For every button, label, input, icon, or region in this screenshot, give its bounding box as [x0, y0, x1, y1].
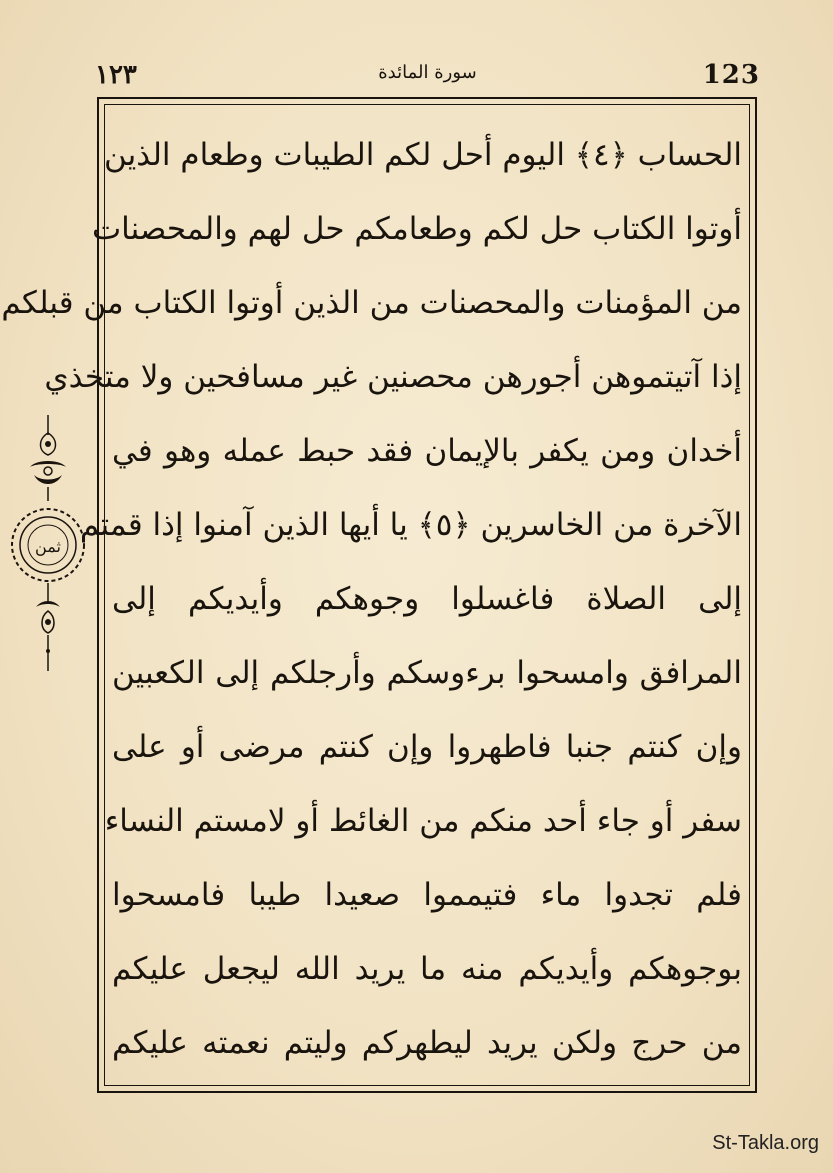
text-line-11: فلم تجدوا ماء فتيمموا صعيدا طيبا فامسحوا [112, 877, 742, 913]
surah-title: سورة المائدة [378, 62, 477, 83]
page-number-latin: 123 [702, 60, 760, 90]
text-line-12: بوجوهكم وأيديكم منه ما يريد الله ليجعل عليكم [112, 951, 742, 987]
text-line-6: الآخرة من الخاسرين ﴿٥﴾ يا أيها الذين آمنوا إذا قمتم [79, 507, 742, 543]
text-line-2: أوتوا الكتاب حل لكم وطعامكم حل لهم والمحصنات [91, 211, 742, 247]
text-line-7: إلى الصلاة فاغسلوا وجوهكم وأيديكم إلى [112, 581, 742, 617]
text-line-1: الحساب ﴿٤﴾ اليوم أحل لكم الطيبات وطعام الذين [103, 137, 742, 173]
text-line-5: أخدان ومن يكفر بالإيمان فقد حبط عمله وهو في [112, 433, 742, 469]
text-line-3: من المؤمنات والمحصنات من الذين أوتوا الكتاب من قبلكم [1, 285, 742, 321]
text-line-9: وإن كنتم جنبا فاطهروا وإن كنتم مرضى أو على [112, 729, 742, 765]
page-number-arabic: ١٢٣ [95, 60, 137, 90]
text-line-13: من حرج ولكن يريد ليطهركم وليتم نعمته عليكم [112, 1025, 742, 1061]
text-line-10: سفر أو جاء أحد منكم من الغائط أو لامستم النساء [104, 803, 742, 839]
text-line-8: المرافق وامسحوا برءوسكم وأرجلكم إلى الكعبين [112, 655, 742, 691]
page-header [95, 58, 760, 94]
watermark-text: St-Takla.org [712, 1132, 819, 1154]
margin-ornament-icon [8, 415, 88, 675]
text-line-4: إذا آتيتموهن أجورهن محصنين غير مسافحين ولا متخذي [44, 359, 742, 395]
ornament-label: ثمن [35, 537, 61, 556]
